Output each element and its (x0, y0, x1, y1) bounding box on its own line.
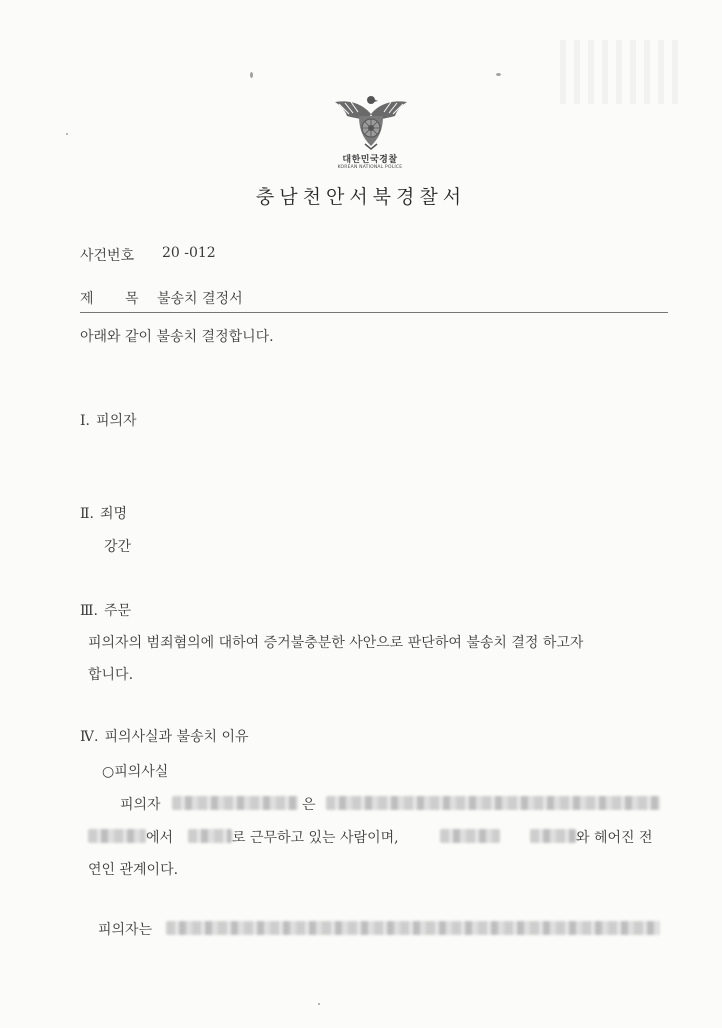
redacted-text (188, 829, 232, 843)
section-1-number: Ⅰ. (80, 413, 90, 429)
redacted-text (530, 829, 576, 843)
redacted-text (326, 796, 660, 810)
facts-line-4-start: 피의자는 (98, 922, 153, 938)
section-2-heading (80, 503, 127, 523)
disposition-line-2: 합니다. (88, 667, 134, 683)
redacted-text (440, 829, 500, 843)
section-4-title: 피의사실과 불송치 이유 (104, 729, 249, 745)
facts-line-1-particle: 은 (302, 797, 316, 813)
header-divider (80, 312, 668, 313)
faded-corner-mark (560, 40, 680, 104)
redacted-text (88, 829, 146, 843)
scan-speck (496, 73, 501, 76)
facts-line-2-particle: 에서 (146, 830, 174, 846)
facts-line-2-middle: 로 근무하고 있는 사람이며, (232, 830, 399, 846)
section-4-heading (80, 726, 249, 746)
facts-line-1-start: 피의자 (120, 797, 161, 813)
subject-value: 불송치 결정서 (157, 291, 243, 307)
section-4-number: Ⅳ. (80, 729, 99, 745)
intro-statement: 아래와 같이 불송치 결정합니다. (80, 329, 274, 345)
facts-line-2-end: 와 헤어진 전 (576, 830, 653, 846)
case-number-value: 20 -012 (162, 245, 216, 261)
redacted-text (166, 921, 660, 935)
section-3-heading (80, 600, 131, 620)
subject-label-part1: 제 (80, 291, 94, 307)
case-number-label: 사건번호 (80, 248, 135, 264)
disposition-line-1: 피의자의 범죄혐의에 대하여 증거불충분한 사안으로 판단하여 불송치 결정 하고자 (88, 635, 584, 651)
scan-speck (250, 72, 253, 78)
section-2-title: 죄명 (99, 506, 128, 522)
office-title: 충남천안서북경찰서 (255, 186, 467, 208)
section-1-title: 피의자 (95, 413, 137, 429)
section-3-title: 주문 (103, 603, 132, 619)
section-2-number: Ⅱ. (80, 506, 94, 522)
org-caption-korean: 대한민국경찰 (342, 155, 398, 165)
section-1-heading (80, 410, 137, 430)
org-caption-english: KOREAN NATIONAL POLICE (337, 165, 403, 170)
facts-subheading: ○피의사실 (102, 764, 169, 780)
section-3-number: Ⅲ. (80, 603, 98, 619)
redacted-text (172, 796, 298, 810)
charge-name: 강간 (104, 539, 132, 555)
subject-label-part2: 목 (125, 291, 139, 307)
facts-line-3: 연인 관계이다. (88, 862, 179, 878)
scan-speck (66, 133, 68, 135)
scan-speck (318, 1003, 320, 1005)
police-emblem-icon (331, 92, 411, 150)
